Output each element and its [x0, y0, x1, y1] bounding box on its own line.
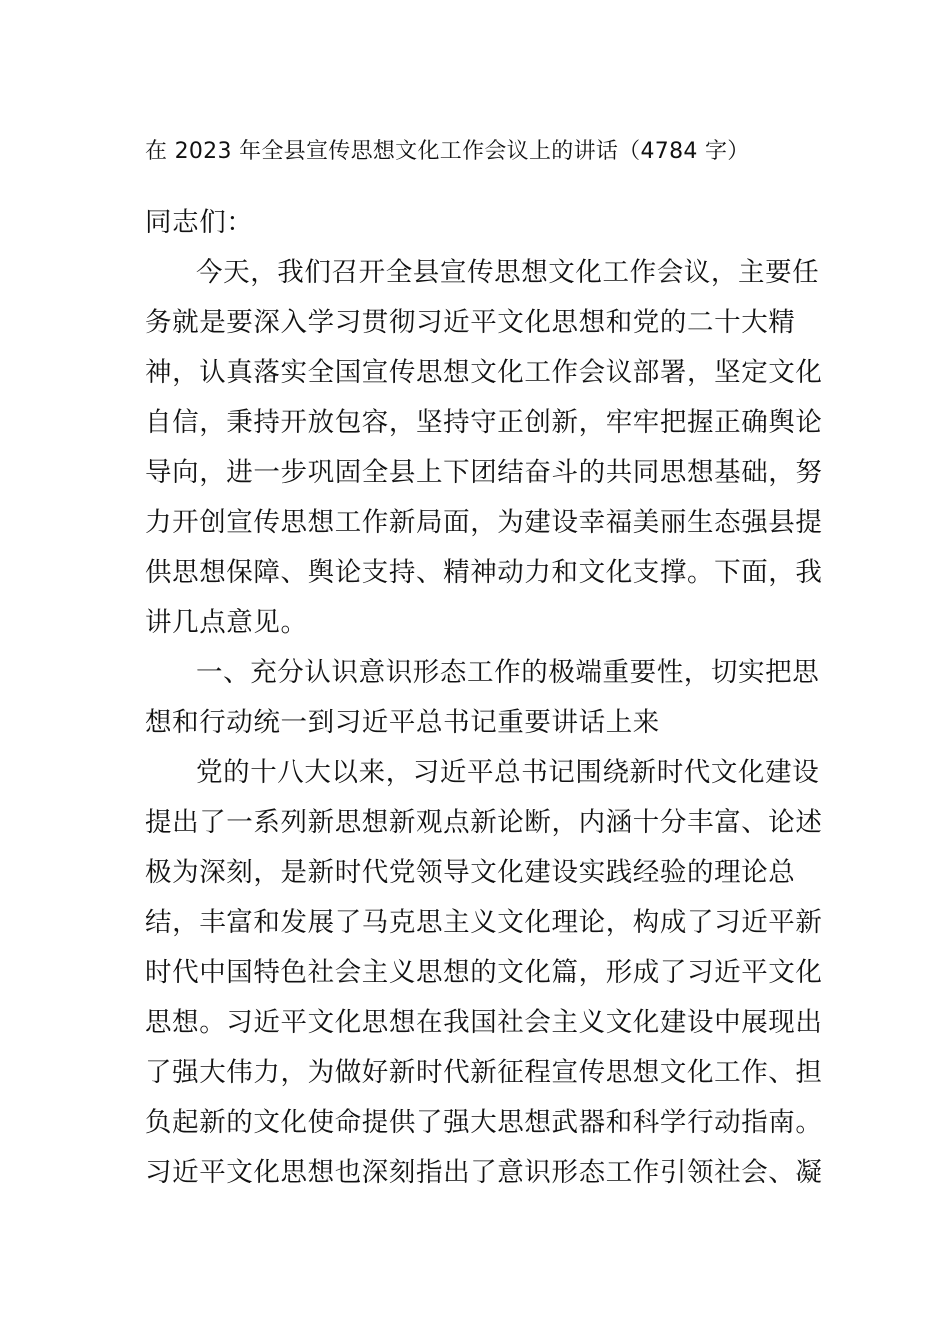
section-heading-line: 一、充分认识意识形态工作的极端重要性，切实把思	[196, 657, 820, 688]
paragraph-line: 思想。习近平文化思想在我国社会主义文化建设中展现出	[145, 1007, 823, 1038]
paragraph-line: 神，认真落实全国宣传思想文化工作会议部署，坚定文化	[145, 357, 823, 388]
document-body	[145, 198, 823, 1198]
paragraph-line: 讲几点意见。	[145, 607, 308, 638]
paragraph-line: 务就是要深入学习贯彻习近平文化思想和党的二十大精	[145, 307, 796, 338]
paragraph-line: 负起新的文化使命提供了强大思想武器和科学行动指南。	[145, 1107, 823, 1138]
section-heading-line: 想和行动统一到习近平总书记重要讲话上来	[145, 707, 660, 738]
paragraph-line: 供思想保障、舆论支持、精神动力和文化支撑。下面，我	[145, 557, 823, 588]
paragraph-line: 极为深刻，是新时代党领导文化建设实践经验的理论总	[145, 857, 796, 888]
paragraph-line: 提出了一系列新思想新观点新论断，内涵十分丰富、论述	[145, 807, 823, 838]
salutation: 同志们：	[145, 207, 254, 238]
paragraph-line: 导向，进一步巩固全县上下团结奋斗的共同思想基础，努	[145, 457, 823, 488]
paragraph-line: 结，丰富和发展了马克思主义文化理论，构成了习近平新	[145, 907, 823, 938]
paragraph-line: 习近平文化思想也深刻指出了意识形态工作引领社会、凝	[145, 1157, 823, 1188]
document-title: 在 2023 年全县宣传思想文化工作会议上的讲话（4784 字）	[145, 139, 750, 164]
paragraph-line: 党的十八大以来，习近平总书记围绕新时代文化建设	[196, 757, 820, 788]
paragraph-line: 时代中国特色社会主义思想的文化篇，形成了习近平文化	[145, 957, 823, 988]
paragraph-line: 今天，我们召开全县宣传思想文化工作会议，主要任	[196, 257, 820, 288]
paragraph-line: 了强大伟力，为做好新时代新征程宣传思想文化工作、担	[145, 1057, 823, 1088]
paragraph-line: 自信，秉持开放包容，坚持守正创新，牢牢把握正确舆论	[145, 407, 823, 438]
paragraph-line: 力开创宣传思想工作新局面，为建设幸福美丽生态强县提	[145, 507, 823, 538]
